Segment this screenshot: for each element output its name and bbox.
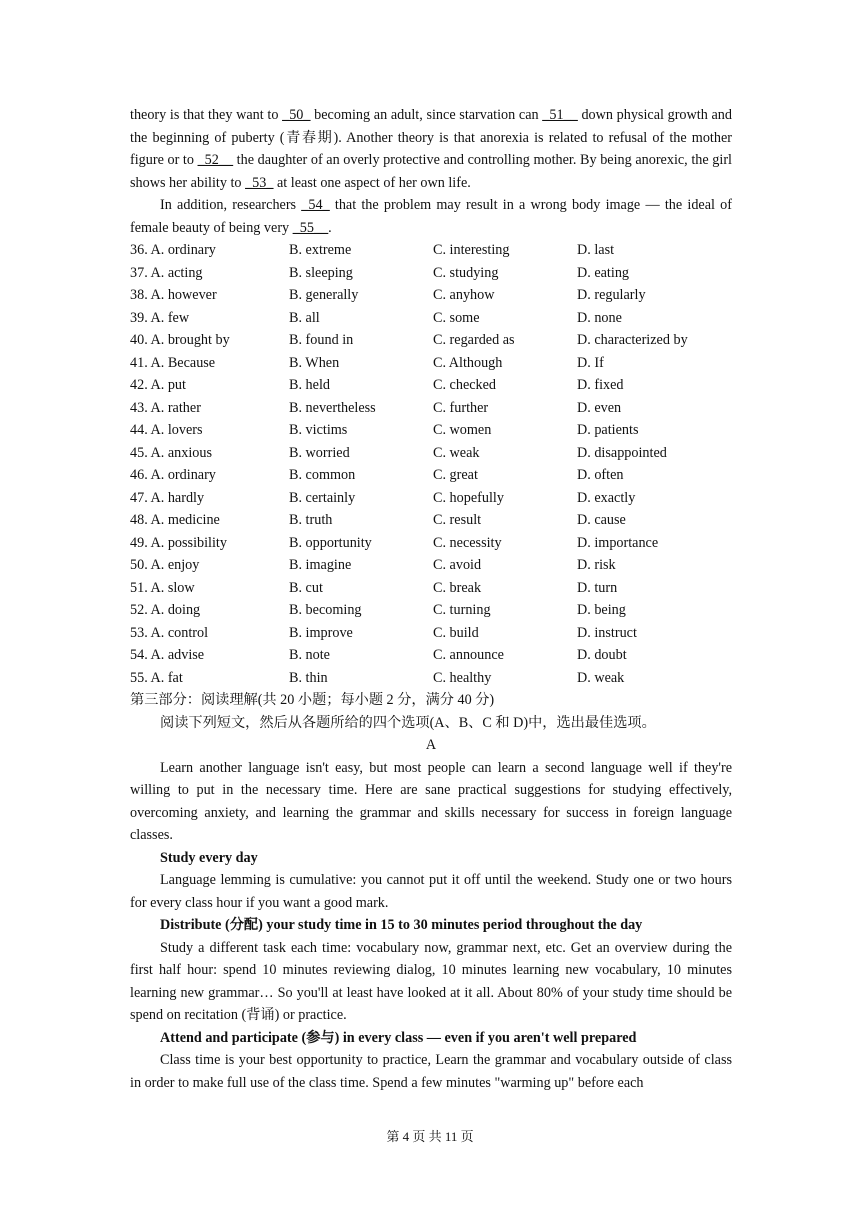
blank-53: _53_ [245, 174, 274, 191]
question-row: 52. A. doing B. becoming C. turning D. being [130, 602, 626, 618]
question-row: 53. A. control B. improve C. build D. instruct [130, 624, 637, 641]
article-heading-3: Attend and participate (参与) in every class — even if you aren't well prepared [160, 1029, 637, 1046]
blank-54: _54_ [301, 197, 330, 213]
blank-50: _50_ [282, 107, 311, 123]
question-row: 46. A. ordinary B. common C. great D. often [130, 467, 624, 483]
question-list [130, 239, 732, 689]
article-paragraph-3: Class time is your best opportunity to practice, Learn the grammar and vocabulary outside of class in order to make full use of the class time. Spend a few minutes "warming up" before each [130, 1052, 732, 1091]
question-row: 55. A. fat B. thin C. healthy D. weak [130, 669, 625, 686]
section-title: 第三部分：阅读理解(共 20 小题；每小题 2 分，满分 40 分) [130, 692, 495, 708]
question-row: 43. A. rather B. nevertheless C. further D. even [130, 399, 622, 416]
question-row: 49. A. possibility B. opportunity C. necessity D. importance [130, 534, 659, 551]
question-row: 51. A. slow B. cut C. break D. turn [130, 579, 618, 596]
article-heading-2: Distribute (分配) your study time in 15 to 30 minutes period throughout the day [160, 917, 643, 933]
question-row: 50. A. enjoy B. imagine C. avoid D. risk [130, 557, 616, 573]
question-row: 47. A. hardly B. certainly C. hopefully D. exactly [130, 489, 636, 506]
passage-label: A [425, 737, 437, 753]
article-heading-1: Study every day [160, 849, 258, 866]
question-row: 54. A. advise B. note C. announce D. doubt [130, 647, 627, 663]
page-footer: 第 4 页 共 11 页 [386, 1129, 474, 1144]
blank-52: _52__ [197, 152, 234, 168]
question-row: 37. A. acting B. sleeping C. studying D. eating [130, 264, 630, 281]
question-row: 40. A. brought by B. found in C. regarded as D. characterized by [130, 332, 688, 348]
article-paragraph-2: Study a different task each time: vocabulary now, grammar next, etc. Get an overview during the first half hour: spend 10 minutes reviewing dialog, 10 minutes learning new vocabulary, 10 minutes learning new grammar… So you'll at least have looked at it all. About 80% of your study time should be spend on recitation (背诵) or practice. [130, 939, 732, 1023]
blank-55: _55__ [292, 219, 329, 236]
passage-paragraph-2: In addition, researchers _54_ that the problem may result in a wrong body image — the ideal of female beauty of being very _55__. [130, 197, 732, 236]
passage-paragraph-1: theory is that they want to _50_ becoming an adult, since starvation can _51__ down physical growth and the beginning of puberty (青春期). Another theory is that anorexia is related to refusal of the mother figure or to _52__ the daughter of an overly protective and controlling mother. By being anorexic, the girl shows her ability to _53_ at least one aspect of her own life. [130, 107, 732, 191]
question-row: 38. A. however B. generally C. anyhow D. regularly [130, 287, 646, 303]
question-row: 39. A. few B. all C. some D. none [130, 309, 622, 326]
question-row: 42. A. put B. held C. checked D. fixed [130, 377, 624, 393]
question-row: 41. A. Because B. When C. Although D. If [130, 354, 604, 371]
question-row: 44. A. lovers B. victims C. women D. patients [130, 422, 639, 438]
page-content [130, 104, 732, 1094]
article-paragraph-1: Language lemming is cumulative: you cannot put it off until the weekend. Study one or two hours for every class hour if you want a good mark. [130, 872, 732, 911]
blank-51: _51__ [542, 107, 578, 123]
question-row: 48. A. medicine B. truth C. result D. cause [130, 512, 626, 528]
question-row: 36. A. ordinary B. extreme C. interesting D. last [130, 242, 615, 258]
question-row: 45. A. anxious B. worried C. weak D. disappointed [130, 444, 667, 461]
section-instruction: 阅读下列短文，然后从各题所给的四个选项(A、B、C 和 D)中，选出最佳选项。 [160, 714, 656, 731]
article-intro: Learn another language isn't easy, but most people can learn a second language well if they're willing to put in the necessary time. Here are sane practical suggestions for studying effectively, overcoming anxiety, and learning the grammar and skills necessary for success in foreign language classes. [130, 759, 732, 843]
